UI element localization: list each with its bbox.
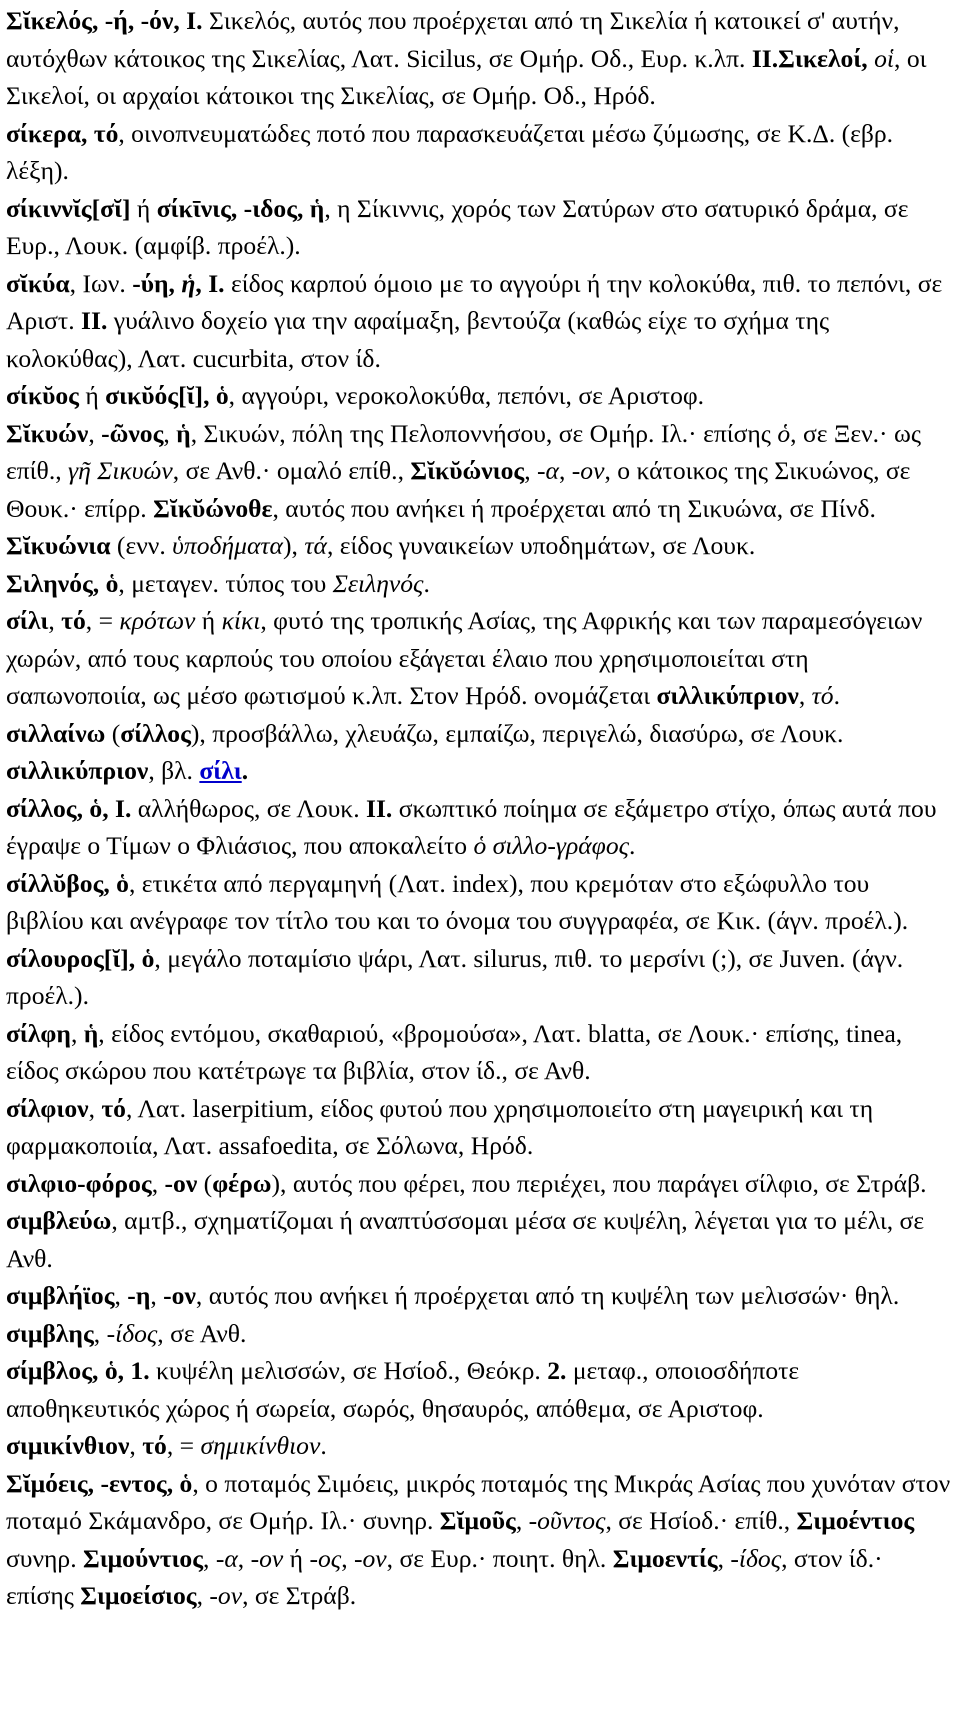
headword-text: -ον (163, 1281, 196, 1310)
dictionary-entry (6, 1352, 952, 1427)
italic-text: -α (215, 1543, 238, 1573)
italic-text: -α (537, 456, 559, 485)
definition-text: , αυτός που ανήκει ή προέρχεται από τη κυψέλη των μελισσών· θηλ. (195, 1281, 900, 1310)
definition-text: συνηρ. (6, 1543, 83, 1573)
definition-text: , (114, 1281, 128, 1310)
dictionary-entry (6, 1090, 952, 1165)
definition-text: , Λατ. laserpitium, είδος φυτού που χρησιμοποιείτο στη μαγειρική και τη φαρμακοποιία, Λατ. assafoedita, σε Σόλωνα, Ηρόδ. (6, 1093, 874, 1160)
dictionary-entry (6, 865, 952, 940)
headword-text: Σῐκυών (6, 418, 89, 448)
headword-text: II. (81, 306, 108, 335)
headword-text: II. (366, 793, 393, 823)
definition-text: , οινοπνευματώδες ποτό που παρασκευάζεται μέσω ζύμωσης, σε Κ.Δ. (εβρ. λέξη). (6, 118, 894, 185)
headword-text: σιλλικύπριον (656, 681, 799, 710)
definition-text: ή (195, 606, 222, 635)
italic-text: ἡ (181, 268, 196, 298)
definition-text: , (70, 1018, 84, 1048)
dictionary-entry (6, 2, 952, 115)
dictionary-entry (6, 1165, 952, 1203)
definition-text: , οι Σικελοί, οι αρχαίοι κάτοικοι της Σικελίας, σε Ομήρ. Οδ., Ηρόδ. (6, 43, 927, 110)
definition-text: μεταφ., οποιοσδήποτε αποθηκευτικός χώρος ή σωρεία, σωρός, θησαυρός, απόθεμα, σε Αριστοφ. (6, 1356, 800, 1423)
headword-text: Σῐκυώνια (6, 531, 111, 560)
headword-text: , I. (195, 268, 225, 298)
definition-text: . (320, 1431, 327, 1460)
headword-text: τό (101, 1093, 126, 1123)
definition-text: , (93, 1318, 107, 1348)
definition-text: (ενν. (110, 531, 173, 560)
definition-text: , (717, 1543, 731, 1573)
headword-text: -ύη, (132, 268, 175, 298)
headword-text: ἡ (176, 418, 191, 448)
headword-text: σιλφιο-φόρος (6, 1168, 152, 1198)
headword-text: Σῐμόεις, -εντος, ὁ (6, 1468, 193, 1498)
headword-text: σίλλος (120, 718, 191, 748)
italic-text: οἱ (874, 43, 895, 73)
headword-text: σίμβλος, ὁ, 1. (6, 1356, 150, 1385)
definition-text: ), αυτός που φέρει, που περιέχει, που παράγει σίλφιο, σε Στράβ. (271, 1168, 927, 1198)
definition-text: . (423, 568, 430, 598)
italic-text: γῆ Σικυών (68, 456, 173, 485)
definition-text: κυψέλη μελισσών, σε Ησίοδ., Θεόκρ. (149, 1356, 548, 1385)
italic-text: -ον (209, 1581, 243, 1610)
headword-text: 2. (547, 1356, 567, 1385)
definition-text: Σικελός, αυτός που προέρχεται από τη Σικελία ή κατοικεί σ' αυτήν, αυτόχθων κάτοικος της Σικελίας, Λατ. Sicilus, σε Ομήρ. Οδ., Ευρ. κ.λπ. (6, 6, 900, 73)
italic-text: ὁ (777, 418, 791, 448)
headword-text: Σιμούντιος (83, 1543, 204, 1573)
dictionary-entry (6, 527, 952, 565)
definition-text: ή (78, 381, 106, 410)
dictionary-entry (6, 1202, 952, 1277)
dictionary-entry (6, 115, 952, 190)
dictionary-entry (6, 940, 952, 1015)
definition-text: . (629, 831, 636, 860)
italic-text: κίκι (221, 606, 261, 635)
headword-text: Σῐκῠώνιος (410, 456, 525, 485)
headword-text: τό (61, 606, 86, 635)
headword-text: σίλφη (6, 1018, 71, 1048)
cross-reference-link[interactable]: σίλι (199, 756, 242, 785)
definition-text: , φυτό της τροπικής Ασίας, της Αφρικής και των παραμεσόγειων χωρών, από τους καρπούς του οποίου εξάγεται έλαιο που χρησιμοποιείται στη σαπωνοποιία, ως μέσο φωτισμού κ.λπ. Στον Ηρόδ. ονομάζεται (6, 606, 923, 710)
headword-text: -η (127, 1281, 151, 1310)
italic-text: -ίδος (106, 1318, 158, 1348)
italic-text: κρότων (119, 606, 196, 635)
definition-text: , αυτός που ανήκει ή προέρχεται από τη Σικυώνα, σε Πίνδ. (272, 493, 876, 523)
italic-text: -ον (571, 456, 605, 485)
italic-text: σημικίνθιον (200, 1431, 321, 1460)
definition-text: ), (283, 531, 305, 560)
dictionary-entry (6, 1015, 952, 1090)
definition-text: , = (166, 1431, 201, 1460)
headword-text: σίκερα, τό (6, 118, 119, 148)
dictionary-entry (6, 415, 952, 528)
italic-text: ὑποδήματα (172, 531, 283, 560)
dictionary-entry (6, 715, 952, 753)
definition-text: . (833, 681, 840, 710)
headword-text: Σιμοέντιος (796, 1506, 915, 1535)
italic-text: -οῦντος (528, 1506, 606, 1535)
headword-text: Σιληνός, ὁ (6, 568, 119, 598)
headword-text: σίλι (6, 606, 49, 635)
headword-text: Σιμοείσιος (80, 1581, 197, 1610)
dictionary-entry (6, 377, 952, 415)
definition-text: , (163, 418, 177, 448)
italic-text: -ίδος (730, 1543, 782, 1573)
headword-text: Σῐμοῦς (439, 1506, 516, 1535)
headword-text: σιμβλης (6, 1318, 94, 1348)
headword-text: σῐκύα (6, 268, 70, 298)
italic-text: τό (811, 681, 834, 710)
headword-text: -ῶνος (101, 418, 164, 448)
headword-text: Σῐκῠώνοθε (153, 493, 273, 523)
dictionary-entry (6, 265, 952, 378)
definition-text: σκωπτικό ποίημα σε εξάμετρο στίχο, όπως αυτά που έγραψε ο Τίμων ο Φλιάσιος, που αποκαλείτο (6, 793, 937, 860)
headword-text: σίκῑνις, -ιδος, ἡ (156, 193, 325, 223)
definition-text: , (341, 1543, 354, 1573)
italic-text: -ον (353, 1543, 387, 1573)
headword-text: σίκιννῐς[σῐ] (6, 193, 131, 223)
italic-text: Σειληνός (332, 568, 424, 598)
definition-text: , (196, 1581, 210, 1610)
headword-text: II.Σικελοί, (751, 43, 868, 73)
italic-text: -ον (250, 1543, 284, 1573)
definition-text: , μεταγεν. τύπος του (118, 568, 333, 598)
definition-text: , (203, 1543, 216, 1573)
definition-text: , σε Ανθ. (157, 1318, 247, 1348)
headword-text: Σιμοεντίς (612, 1543, 718, 1573)
definition-text: , (524, 456, 538, 485)
definition-text: , ο κάτοικος της Σικυώνος, σε Θουκ.· επίρρ. (6, 456, 911, 523)
headword-text: σιμικίνθιον (6, 1431, 130, 1460)
definition-text: , (237, 1543, 251, 1573)
definition-text: γυάλινο δοχείο για την αφαίμαξη, βεντούζα (καθώς είχε το σχήμα της κολοκύθας), Λατ. cucurbita, στον ίδ. (6, 306, 830, 373)
definition-text: , (798, 681, 812, 710)
definition-text: , (129, 1431, 143, 1460)
headword-text: σίκῠος (6, 381, 79, 410)
definition-text: αλλήθωρος, σε Λουκ. (131, 793, 367, 823)
definition-text: , σε Ευρ.· ποιητ. θηλ. (386, 1543, 613, 1573)
definition-text: , είδος εντόμου, σκαθαριού, «βρομούσα», Λατ. blatta, σε Λουκ.· επίσης, tinea, είδος σκώρου που κατέτρωγε τα βιβλία, στον ίδ., σε Ανθ. (6, 1018, 903, 1085)
definition-text: , αγγούρι, νεροκολοκύθα, πεπόνι, σε Αριστοφ. (228, 381, 705, 410)
definition-text: ( (197, 1168, 213, 1198)
dictionary-entry (6, 602, 952, 715)
headword-text: σιλλαίνω (6, 718, 106, 748)
definition-text: , είδος γυναικείων υποδημάτων, σε Λουκ. (326, 531, 756, 560)
headword-text: φέρω (212, 1168, 272, 1198)
definition-text: , ετικέτα από περγαμηνή (Λατ. index), που κρεμόταν στο εξώφυλλο του βιβλίου και ανέγραφε τον τίτλο του και το όνομα του συγγραφέα, σε Κικ. (άγν. προέλ.). (6, 868, 909, 935)
definition-text: , σε Ανθ.· ομαλό επίθ., (172, 456, 411, 485)
headword-text: σίλφιον (6, 1093, 89, 1123)
headword-text: σίλλῠβος, ὁ (6, 868, 129, 898)
headword-text: σιμβλεύω (6, 1206, 112, 1235)
definition-text: είδος καρπού όμοιο με το αγγούρι ή την κολοκύθα, πιθ. το πεπόνι, σε Αριστ. (6, 268, 943, 335)
definition-text: , μεγάλο ποταμίσιο ψάρι, Λατ. silurus, πιθ. το μερσίνι (;), σε Juven. (άγν. προέλ.). (6, 943, 904, 1010)
dictionary-entry (6, 190, 952, 265)
dictionary-entry (6, 1465, 952, 1615)
headword-text: σιμβλήϊος (6, 1281, 115, 1310)
headword-text: Σῐκελός, -ή, -όν, I. (6, 6, 203, 35)
definition-text: , (515, 1506, 529, 1535)
definition-text: , Ιων. (69, 268, 133, 298)
dictionary-entry (6, 565, 952, 603)
headword-text: -ον (164, 1168, 198, 1198)
definition-text: ή (283, 1543, 310, 1573)
dictionary-entry (6, 1427, 952, 1465)
definition-text: , (48, 606, 62, 635)
definition-text: , βλ. (148, 756, 200, 785)
headword-text: ἡ (83, 1018, 99, 1048)
headword-text: σιλλικύπριον (6, 756, 149, 785)
dictionary-entry (6, 1277, 952, 1352)
definition-text: , (88, 418, 102, 448)
headword-text: σίλλος, ὁ, I. (6, 793, 132, 823)
definition-text: , στον ίδ.· επίσης (6, 1543, 883, 1610)
dictionary-entry (6, 790, 952, 865)
definition-text: , Σικυών, πόλη της Πελοποννήσου, σε Ομήρ. Ιλ.· επίσης (190, 418, 778, 448)
definition-text: , σε Στράβ. (242, 1581, 357, 1610)
headword-text: . (241, 756, 249, 785)
definition-text: ή (130, 193, 157, 223)
headword-text: σίλουρος[ῐ], ὁ (6, 943, 155, 973)
headword-text: τό (142, 1431, 167, 1460)
definition-text: , (150, 1281, 164, 1310)
definition-text: , (151, 1168, 165, 1198)
definition-text: ( (105, 718, 121, 748)
definition-text: , αμτβ., σχηματίζομαι ή αναπτύσσομαι μέσα σε κυψέλη, λέγεται για το μέλι, σε Ανθ. (6, 1206, 925, 1273)
definition-text: ), προσβάλλω, χλευάζω, εμπαίζω, περιγελώ, διασύρω, σε Λουκ. (190, 718, 844, 748)
definition-text: , = (85, 606, 120, 635)
italic-text: -ος (309, 1543, 342, 1573)
headword-text: σικῠός[ῐ], ὁ (105, 381, 229, 410)
definition-text: , σε Ξεν.· ως επίθ., (6, 418, 921, 485)
definition-text: , σε Ησίοδ.· επίθ., (605, 1506, 797, 1535)
italic-text: ὁ σιλλο-γράφος (473, 831, 629, 860)
definition-text: , (88, 1093, 102, 1123)
dictionary-entry (6, 752, 952, 790)
definition-text: , η Σίκιννις, χορός των Σατύρων στο σατυρικό δράμα, σε Ευρ., Λουκ. (αμφίβ. προέλ.). (6, 193, 909, 260)
definition-text: , (558, 456, 572, 485)
italic-text: τά (304, 531, 327, 560)
definition-text: , ο ποταμός Σιμόεις, μικρός ποταμός της Μικράς Ασίας που χυνόταν στον ποταμό Σκάμανδρο, σε Ομήρ. Ιλ.· συνηρ. (6, 1468, 951, 1535)
